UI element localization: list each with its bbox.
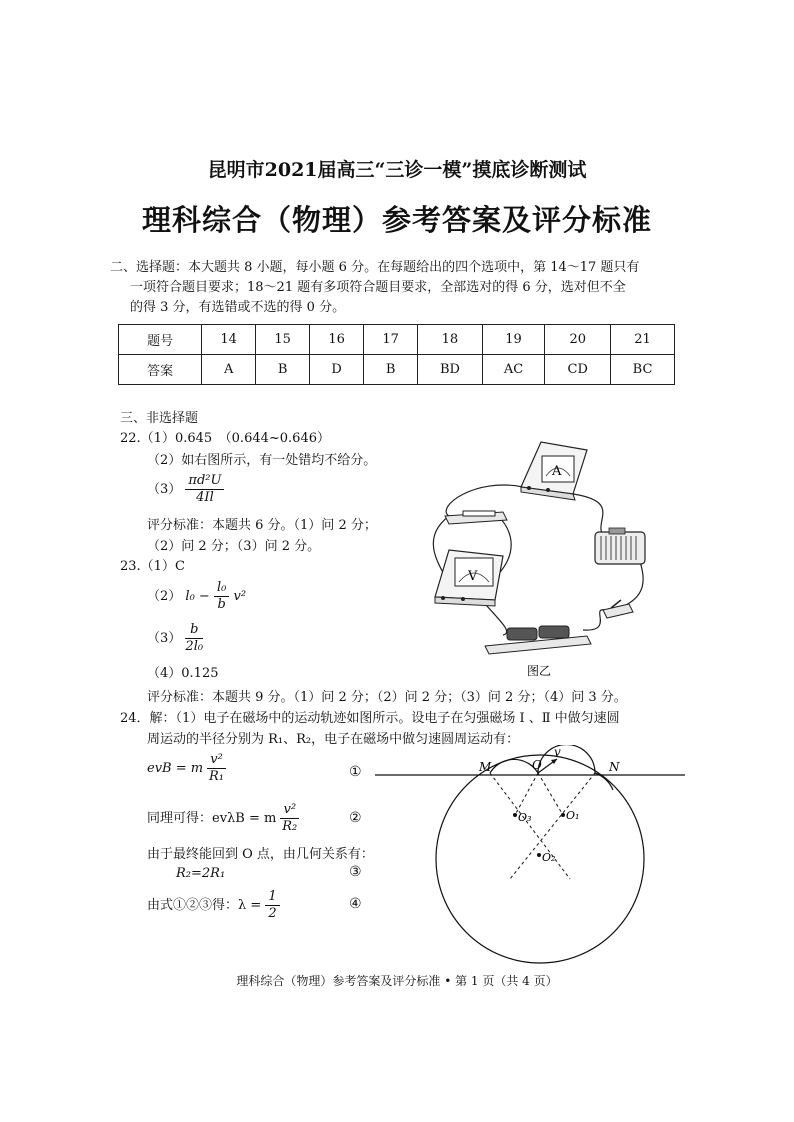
q22-score-line2: （2）问 2 分；（3）问 2 分。 (147, 539, 321, 554)
q23-part3-denominator: 2l₀ (185, 639, 204, 654)
q24-eq1-mark: ① (349, 764, 362, 780)
answer-cell: B (256, 355, 310, 385)
q23-part3-numerator: b (185, 622, 203, 639)
q24-eq4-fraction (265, 889, 279, 922)
q23-part2-term: l₀ − (185, 589, 210, 604)
q23-part4: （4）0.125 (147, 666, 219, 681)
ammeter (521, 442, 587, 500)
question-number: 19 (482, 325, 545, 355)
table-header-label: 题号 (119, 325, 202, 355)
resistor-board (445, 511, 507, 524)
question-number: 20 (545, 325, 611, 355)
center-o3 (513, 813, 517, 817)
rheostat (595, 528, 645, 564)
q24-line2: 周运动的半径分别为 R₁、R₂，电子在磁场中做匀速圆周运动有： (147, 732, 520, 747)
q24-eq2-fraction (280, 802, 299, 835)
center-o2 (537, 853, 541, 857)
q24-eq1-fraction (207, 752, 226, 785)
q24-eq4-left: 由式①②③得：λ = (147, 898, 262, 913)
q23-part3-label: （3） (147, 631, 182, 646)
page-title: 昆明市2021届高三“三诊一模”摸底诊断测试 (207, 159, 587, 181)
q24-eq4-mark: ④ (349, 896, 362, 912)
ammeter-label: A (552, 464, 562, 479)
q22-score-line1: 评分标准：本题共 6 分。（1）问 2 分； (147, 518, 377, 533)
q24-line1: 24．解：（1）电子在磁场中的运动轨迹如图所示。设电子在匀强磁场 Ⅰ 、Ⅱ 中做匀速圆 (120, 711, 620, 726)
section2-line2: 一项符合题目要求；18～21 题有多项符合题目要求，全部选对的得 6 分，选对但不全 (130, 280, 626, 295)
table-row-answers (119, 355, 675, 385)
q24-eq1-left: evB = m (147, 761, 204, 776)
q23-part2-label: （2） (147, 589, 182, 604)
voltmeter (435, 550, 503, 606)
q22-part3 (147, 473, 224, 506)
q23-part2-numerator: l₀ (214, 580, 229, 597)
q23-part2-denominator: b (217, 597, 226, 612)
q24-eq1-denominator: R₁ (209, 769, 224, 784)
section2-line3: 的得 3 分，有选错或不选的得 0 分。 (130, 300, 346, 315)
page-footer: 理科综合（物理）参考答案及评分标准 • 第 1 页（共 4 页） (236, 974, 558, 988)
answer-cell: A (202, 355, 256, 385)
q24-eq3-mark: ③ (349, 864, 362, 880)
wire (583, 610, 605, 630)
q23-part3 (147, 622, 203, 655)
q23-part2-tail: v² (233, 589, 247, 604)
answer-cell: BD (418, 355, 483, 385)
outer-circle (436, 755, 644, 963)
battery (485, 626, 591, 654)
question-number: 17 (364, 325, 418, 355)
q22-fraction (185, 473, 224, 506)
q22-denominator: 4Il (196, 490, 214, 505)
label-m: M (479, 760, 492, 774)
label-o: O (532, 758, 542, 772)
label-o2: O₂ (542, 851, 556, 864)
question-number: 14 (202, 325, 256, 355)
center-o1 (561, 813, 565, 817)
q22-part1: 22.（1）0.645 （0.644~0.646） (120, 431, 330, 446)
answer-cell: BC (611, 355, 675, 385)
q22-part3-label: （3） (147, 482, 182, 497)
question-number: 16 (310, 325, 364, 355)
trajectory-diagram (375, 745, 695, 965)
table-answer-label: 答案 (119, 355, 202, 385)
q24-eq2-left: 同理可得：evλB = m (147, 811, 277, 826)
answer-cell: CD (545, 355, 611, 385)
answer-cell: B (364, 355, 418, 385)
label-n: N (609, 760, 620, 774)
page-subtitle: 理科综合（物理）参考答案及评分标准 (141, 203, 652, 237)
arc-mo (490, 759, 538, 773)
q24-eq2 (147, 802, 299, 835)
question-number: 15 (256, 325, 310, 355)
q24-eq1-numerator: v² (207, 752, 226, 769)
q24-eq2-denominator: R₂ (282, 819, 298, 834)
q24-eq4-numerator: 1 (265, 889, 279, 906)
answer-cell: AC (482, 355, 545, 385)
wire (615, 562, 643, 610)
wire (573, 494, 605, 537)
q24-eq3-text: 由于最终能回到 O 点，由几何关系有： (147, 847, 374, 862)
q24-eq2-mark: ② (349, 810, 362, 826)
q24-eq4-denominator: 2 (268, 906, 277, 921)
q24-eq3: R₂=2R₁ (176, 866, 226, 881)
section2-instructions (110, 258, 680, 318)
voltmeter-label: V (468, 569, 478, 584)
q24-eq4 (147, 889, 280, 922)
question-number: 21 (611, 325, 675, 355)
question-number: 18 (418, 325, 483, 355)
section3-heading: 三、非选择题 (120, 411, 199, 426)
label-v: v (554, 745, 561, 759)
q22-numerator: πd²U (185, 473, 224, 490)
label-o1: O₁ (566, 809, 580, 822)
q23-part2 (147, 580, 246, 613)
table-row-numbers (119, 325, 675, 355)
section2-line1: 二、选择题：本大题共 8 小题，每小题 6 分。在每题给出的四个选项中，第 14～17 题只有 (110, 260, 640, 275)
q24-eq2-numerator: v² (280, 802, 299, 819)
figure-caption: 图乙 (527, 664, 552, 678)
label-o3: O₃ (518, 811, 532, 824)
q23-part1: 23.（1）C (120, 559, 185, 574)
q23-part3-fraction (185, 622, 203, 655)
q23-score: 评分标准：本题共 9 分。（1）问 2 分；（2）问 2 分；（3）问 2 分；（4）问 3 分。 (147, 690, 627, 705)
answer-cell: D (310, 355, 364, 385)
circuit-diagram (415, 432, 675, 682)
answer-table (118, 324, 675, 385)
q22-part2: （2）如右图所示，有一处错均不给分。 (147, 453, 377, 468)
q23-part2-fraction (214, 580, 229, 613)
q24-eq1 (147, 752, 226, 785)
